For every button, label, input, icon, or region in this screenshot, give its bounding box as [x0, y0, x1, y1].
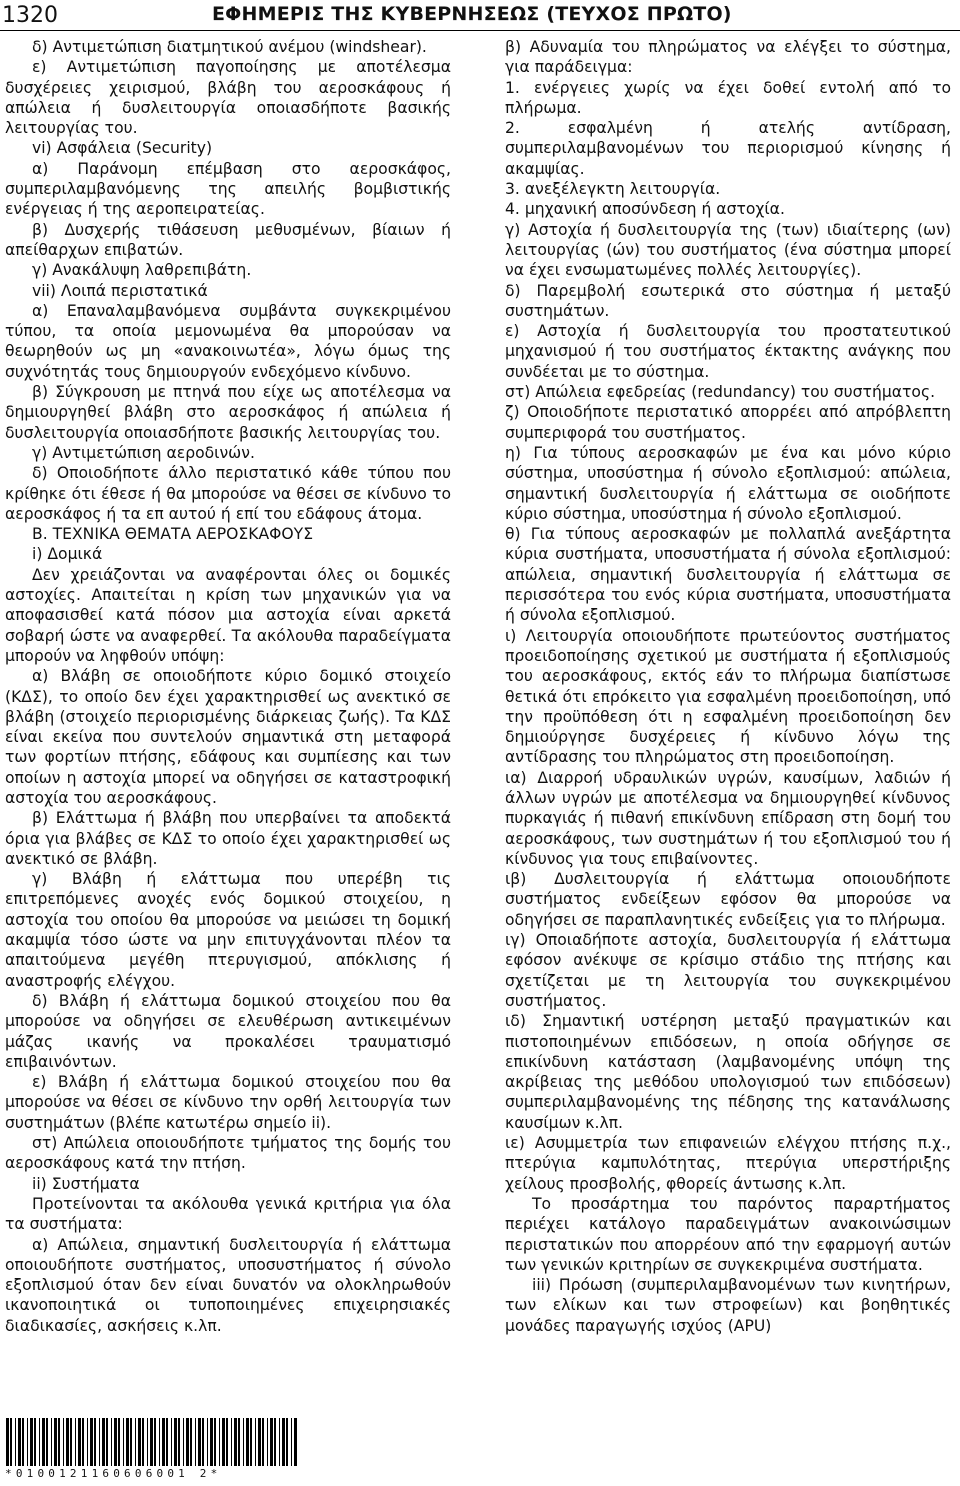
barcode-bar — [15, 1418, 16, 1466]
paragraph: β) Αδυναμία του πληρώματος να ελέγξει το σύστημα, για παράδειγμα: — [505, 38, 951, 77]
left-column — [5, 37, 451, 1336]
barcode-bar — [238, 1418, 240, 1466]
paragraph: ζ) Οποιοδήποτε περιστατικό απορρέει από απρόβλεπτη συμπεριφορά του συστήματος. — [505, 403, 951, 442]
barcode-bar — [207, 1418, 208, 1466]
paragraph: i) Δομικά — [32, 545, 103, 564]
barcode-bar — [282, 1418, 285, 1466]
paragraph: δ) Βλάβη ή ελάττωμα δομικού στοιχείου που θα μπορούσε να οδηγήσει σε ελευθέρωση αντικειμένων μάζας ικανής να προκαλέσει τραυματισμό επιβαινόντων. — [5, 991, 451, 1071]
barcode-bar — [270, 1418, 273, 1466]
barcode-bar — [51, 1418, 52, 1466]
barcode-bar — [142, 1418, 144, 1466]
barcode-bar — [102, 1418, 105, 1466]
barcode-bar — [63, 1418, 64, 1466]
gazette-title: ΕΦΗΜΕΡΙΣ ΤΗΣ ΚΥΒΕΡΝΗΣΕΩΣ (ΤΕΥΧΟΣ ΠΡΩΤΟ) — [212, 3, 732, 25]
right-column — [505, 37, 951, 1336]
barcode-bar — [94, 1418, 96, 1466]
paragraph: 4. μηχανική αποσύνδεση ή αστοχία. — [505, 200, 785, 219]
barcode-bar — [226, 1418, 228, 1466]
paragraph: η) Για τύπους αεροσκαφών με ένα και μόνο κύριο σύστημα, υποσύστημα ή σύνολο εξοπλισμού: απώλεια, σημαντική δυσλειτουργία ή ελάττωμα σε οιοδήποτε κύριο σύστημα, υποσύστημα ή σύνολο εξοπλισμού. — [505, 443, 951, 523]
barcode-bar — [258, 1418, 261, 1466]
paragraph: ii) Συστήματα — [32, 1174, 140, 1193]
page-number: 1320 — [2, 3, 58, 28]
paragraph: δ) Αντιμετώπιση διατμητικού ανέμου (windshear). — [32, 38, 427, 56]
paragraph: 3. ανεξέλεγκτη λειτουργία. — [505, 180, 721, 199]
barcode-bar — [114, 1418, 117, 1466]
barcode-bar — [138, 1418, 141, 1466]
paragraph: γ) Ανακάλυψη λαθρεπιβάτη. — [32, 261, 252, 280]
barcode-bar — [10, 1418, 12, 1466]
barcode-bar — [291, 1418, 292, 1466]
barcode-bar — [111, 1418, 112, 1466]
barcode-bar — [70, 1418, 72, 1466]
paragraph: ε) Βλάβη ή ελάττωμα δομικού στοιχείου που θα μπορούσε να θέσει σε κίνδυνο την ορθή λειτουργία των συστημάτων (βλέπε κατωτέρω σημείο ii). — [5, 1073, 451, 1132]
barcode-bar — [279, 1418, 280, 1466]
barcode-bar — [118, 1418, 120, 1466]
paragraph: ε) Αντιμετώπιση παγοποίησης με αποτέλεσμα δυσχέρειες χειρισμού, βλάβη του αεροσκάφους ή απώλεια ή δυσλειτουργία οποιασδήποτε βασικής λειτουργίας του. — [5, 58, 451, 138]
paragraph: ι) Λειτουργία οποιουδήποτε πρωτεύοντος συστήματος προειδοποίησης σχετικού με συστήματα ή εξοπλισμούς του αεροσκάφους, εκτός εάν το πλήρωμα διαπίστωσε θετικά ότι επρόκειτο για εσφαλμένη προειδοποίηση, υπό την προϋπόθεση ότι η εσφαλμένη προειδοποίηση δεν δημιούργησε δυσχέρειες ή κίνδυνο λόγω της αντίδρασης του πληρώματος στη προειδοποίηση. — [505, 626, 951, 767]
paragraph: ια) Διαρροή υδραυλικών υγρών, καυσίμων, λαδιών ή άλλων υγρών με αποτέλεσμα να δημιουργηθεί κίνδυνος πυρκαγιάς ή πιθανή επικίνδυνη επίδραση στη δομή του αεροσκάφους, των συστημάτων ή του εξοπλισμού του ή κίνδυνος για τους επιβαίνοντες. — [505, 768, 951, 868]
paragraph: α) Επαναλαμβανόμενα συμβάντα συγκεκριμένου τύπου, τα οποία μεμονωμένα θα μπορούσαν να θεωρηθούν ως μη «ανακοινωτέα», λόγω όμως της συχνότητάς τους δημιουργούν ενδεχόμενο κίνδυνο. — [5, 301, 451, 381]
paragraph: α) Παράνομη επέμβαση στο αεροσκάφος, συμπεριλαμβανόμενης της απειλής βομβιστικής ενέργειας ή της αεροπειρατείας. — [5, 159, 451, 219]
barcode-bar — [135, 1418, 136, 1466]
barcode-bar — [166, 1418, 168, 1466]
barcode-bar — [186, 1418, 189, 1466]
barcode-bar — [66, 1418, 69, 1466]
barcode-bar — [154, 1418, 156, 1466]
barcode-bar — [147, 1418, 148, 1466]
paragraph: vii) Λοιπά περιστατικά — [32, 281, 208, 300]
barcode-bar — [255, 1418, 256, 1466]
barcode-bar — [75, 1418, 76, 1466]
paragraph: Δεν χρειάζονται να αναφέρονται όλες οι δομικές αστοχίες. Απαιτείται η κρίση των μηχανικών για να αποφασισθεί κατά πόσον μια αστοχία είναι αρκετά σοβαρή ώστε να αναφερθεί. Τα ακόλουθα παραδείγματα μπορούν να ληφθούν υπόψη: — [5, 565, 451, 665]
paragraph: ιγ) Οποιαδήποτε αστοχία, δυσλειτουργία ή ελάττωμα εφόσον ανέκυψε σε κρίσιμο στάδιο της πτήσης και σχετίζεται με τη λειτουργία του συγκεκριμένου συστήματος. — [505, 931, 951, 1010]
paragraph: ιε) Ασυμμετρία των επιφανειών ελέγχου πτήσης π.χ., πτερύγια καμπυλότητας, πτερύγια υπερστήριξης χείλους προσβολής, φθορείς άντωσης κ.λπ. — [505, 1134, 951, 1193]
barcode-bar — [30, 1418, 33, 1466]
barcode-bar — [222, 1418, 225, 1466]
barcode-bar — [171, 1418, 172, 1466]
barcode-bar — [198, 1418, 201, 1466]
barcode-bar — [243, 1418, 244, 1466]
barcode-bar — [250, 1418, 252, 1466]
barcode-bar — [150, 1418, 153, 1466]
barcode-bar — [22, 1418, 24, 1466]
paragraph: vi) Ασφάλεια (Security) — [32, 139, 213, 158]
barcode-bar — [58, 1418, 60, 1466]
barcode-bar — [27, 1418, 28, 1466]
paragraph: δ) Οποιοδήποτε άλλο περιστατικό κάθε τύπου που κρίθηκε ότι έθεσε ή θα μπορούσε να θέσει σε κίνδυνο το αεροσκάφος ή τα επ αυτού ή επί του εδάφους άτομα. — [5, 464, 451, 523]
barcode-bar — [294, 1418, 297, 1466]
paragraph: α) Απώλεια, σημαντική δυσλειτουργία ή ελάττωμα οποιουδήποτε συστήματος, υποσυστήματος ή σύνολο εξοπλισμού όταν δεν είναι δυνατόν να ολοκληρωθούν ικανοποιητικά οι τυποποιημένες επιχειρησιακές διαδικασίες, ασκήσεις κ.λπ. — [5, 1235, 451, 1335]
paragraph: γ) Αντιμετώπιση αεροδινών. — [32, 443, 255, 462]
paragraph: β) Ελάττωμα ή βλάβη που υπερβαίνει τα αποδεκτά όρια για βλάβες σε ΚΔΣ το οποίο έχει χαρακτηρισθεί ως ανεκτικό σε βλάβη. — [5, 809, 451, 868]
paragraph: 1. ενέργειες χωρίς να έχει δοθεί εντολή από το πλήρωμα. — [505, 78, 951, 117]
barcode-bar — [90, 1418, 93, 1466]
paragraph: β) Δυσχερής τιθάσευση μεθυσμένων, βίαιων ή απείθαρχων επιβατών. — [5, 220, 451, 259]
barcode-bar — [126, 1418, 129, 1466]
paragraph: α) Βλάβη σε οποιοδήποτε κύριο δομικό στοιχείο (ΚΔΣ), το οποίο δεν έχει χαρακτηρισθεί ως ανεκτικό σε βλάβη (στοιχείο περιορισμένης διάρκειας ζωής). Τα ΚΔΣ είναι εκείνα που συντελούν σημαντικά στη μεταφορά των φορτίων πτήσης, εδάφους και συμπίεσης και των οποίων η αστοχία μπορεί να οδηγήσει σε καταστροφική αστοχία του αεροσκάφους. — [5, 667, 451, 807]
paragraph: γ) Αστοχία ή δυσλειτουργία της (των) ιδιαίτερης (ων) λειτουργίας (ών) του συστήματος (ένα σύστημα μπορεί να έχει ενσωματωμένες πολλές λειτουργίες). — [505, 220, 951, 280]
barcode-number: *0100121160606001 2* — [5, 1467, 222, 1480]
barcode-bar — [82, 1418, 84, 1466]
barcode-bar — [39, 1418, 40, 1466]
barcode-bar — [286, 1418, 288, 1466]
paragraph: β) Σύγκρουση με πτηνά που είχε ως αποτέλεσμα να δημιουργηθεί βλάβη στο αεροσκάφος ή απώλεια ή δυσλειτουργία οποιασδήποτε βασικής λειτουργίας του. — [5, 383, 451, 442]
paragraph: Προτείνονται τα ακόλουθα γενικά κριτήρια για όλα τα συστήματα: — [5, 1194, 451, 1234]
paragraph: Β. ΤΕΧΝΙΚΑ ΘΕΜΑΤΑ ΑΕΡΟΣΚΑΦΟΥΣ — [32, 525, 314, 544]
paragraph: δ) Παρεμβολή εσωτερικά στο σύστημα ή μεταξύ συστημάτων. — [505, 281, 951, 320]
barcode-bar — [210, 1418, 213, 1466]
paragraph: ιβ) Δυσλειτουργία ή ελάττωμα οποιουδήποτε συστήματος ενδείξεων εφόσον θα μπορούσε να οδηγήσει σε παραπλανητικές ενδείξεις για το πλήρωμα. — [505, 870, 951, 929]
paragraph: γ) Βλάβη ή ελάττωμα που υπερέβη τις επιτρεπόμενες ανοχές ενός δομικού στοιχείου, η αστοχία του οποίου θα μπορούσε να μειώσει τη δομική ακαμψία τόσο ώστε να μην επιτυγχάνονται πλέον τα απαιτούμενα μεγέθη πτερυγισμού, απόκλισης ή αναστροφής ελέγχου. — [5, 870, 451, 990]
barcode-bar — [6, 1418, 9, 1466]
paragraph: Το προσάρτημα του παρόντος παραρτήματος περιέχει κατάλογο παραδειγμάτων ανακοινώσιμων περιστατικών που απορρέουν από την εφαρμογή αυτών των γενικών κριτηρίων σε συγκεκριμένα συστήματα. — [505, 1194, 951, 1274]
barcode-bar — [231, 1418, 232, 1466]
barcode-bar — [34, 1418, 36, 1466]
barcode-bar — [123, 1418, 124, 1466]
header-rule — [0, 30, 960, 31]
barcode-bar — [274, 1418, 276, 1466]
barcode-bar — [234, 1418, 237, 1466]
page-header — [0, 0, 960, 36]
barcode-bar — [262, 1418, 264, 1466]
barcode-bar — [174, 1418, 177, 1466]
barcode-bar — [267, 1418, 268, 1466]
barcode-bar — [202, 1418, 204, 1466]
barcode-bar — [130, 1418, 132, 1466]
barcode-bar — [54, 1418, 57, 1466]
barcode-bar — [178, 1418, 180, 1466]
paragraph: θ) Για τύπους αεροσκαφών με πολλαπλά ανεξάρτητα κύρια συστήματα, υποσυστήματα ή σύνολα εξοπλισμού: απώλεια, σημαντική δυσλειτουργία ή ελάττωμα σε περισσότερα του ενός κύρια συστήματα, υποσυστήματα ή σύνολα εξοπλισμού. — [505, 525, 951, 625]
barcode-bar — [106, 1418, 108, 1466]
barcode-bar — [87, 1418, 88, 1466]
barcode-bar — [195, 1418, 196, 1466]
paragraph: 2. εσφαλμένη ή ατελής αντίδραση, συμπεριλαμβανομένων του περιορισμού κίνησης ή ακαμψίας. — [505, 119, 951, 178]
paragraph: στ) Απώλεια οποιουδήποτε τμήματος της δομής του αεροσκάφους κατά την πτήση. — [5, 1134, 451, 1173]
paragraph: ε) Αστοχία ή δυσλειτουργία του προστατευτικού μηχανισμού ή του συστήματος έκτακτης ανάγκης που συνδέεται με το σύστημα. — [505, 322, 951, 381]
barcode — [5, 1418, 300, 1466]
barcode-bar — [46, 1418, 48, 1466]
barcode-bar — [159, 1418, 160, 1466]
barcode-bar — [190, 1418, 192, 1466]
barcode-bar — [219, 1418, 220, 1466]
paragraph: στ) Απώλεια εφεδρείας (redundancy) του συστήματος. — [505, 383, 936, 402]
barcode-bar — [78, 1418, 81, 1466]
barcode-bar — [162, 1418, 165, 1466]
barcode-bar — [42, 1418, 45, 1466]
barcode-bar — [99, 1418, 100, 1466]
barcode-bar — [183, 1418, 184, 1466]
paragraph: iii) Πρόωση (συμπεριλαμβανομένων των κινητήρων, των ελίκων και των στροφείων) και βοηθητικές μονάδες παραγωγής ισχύος (APU) — [505, 1276, 951, 1335]
paragraph: ιδ) Σημαντική υστέρηση μεταξύ πραγματικών και πιστοποιημένων επιδόσεων, η οποία οδήγησε σε επικίνδυνη κατάσταση (λαμβανομένης υπόψη της ακρίβειας της μεθόδου υπολογισμού των επιδόσεων) συμπεριλαμβανομένης της πέδησης της κατανάλωσης καυσίμων κ.λπ. — [505, 1012, 951, 1132]
barcode-bar — [214, 1418, 216, 1466]
barcode-bar — [18, 1418, 21, 1466]
barcode-bar — [246, 1418, 249, 1466]
